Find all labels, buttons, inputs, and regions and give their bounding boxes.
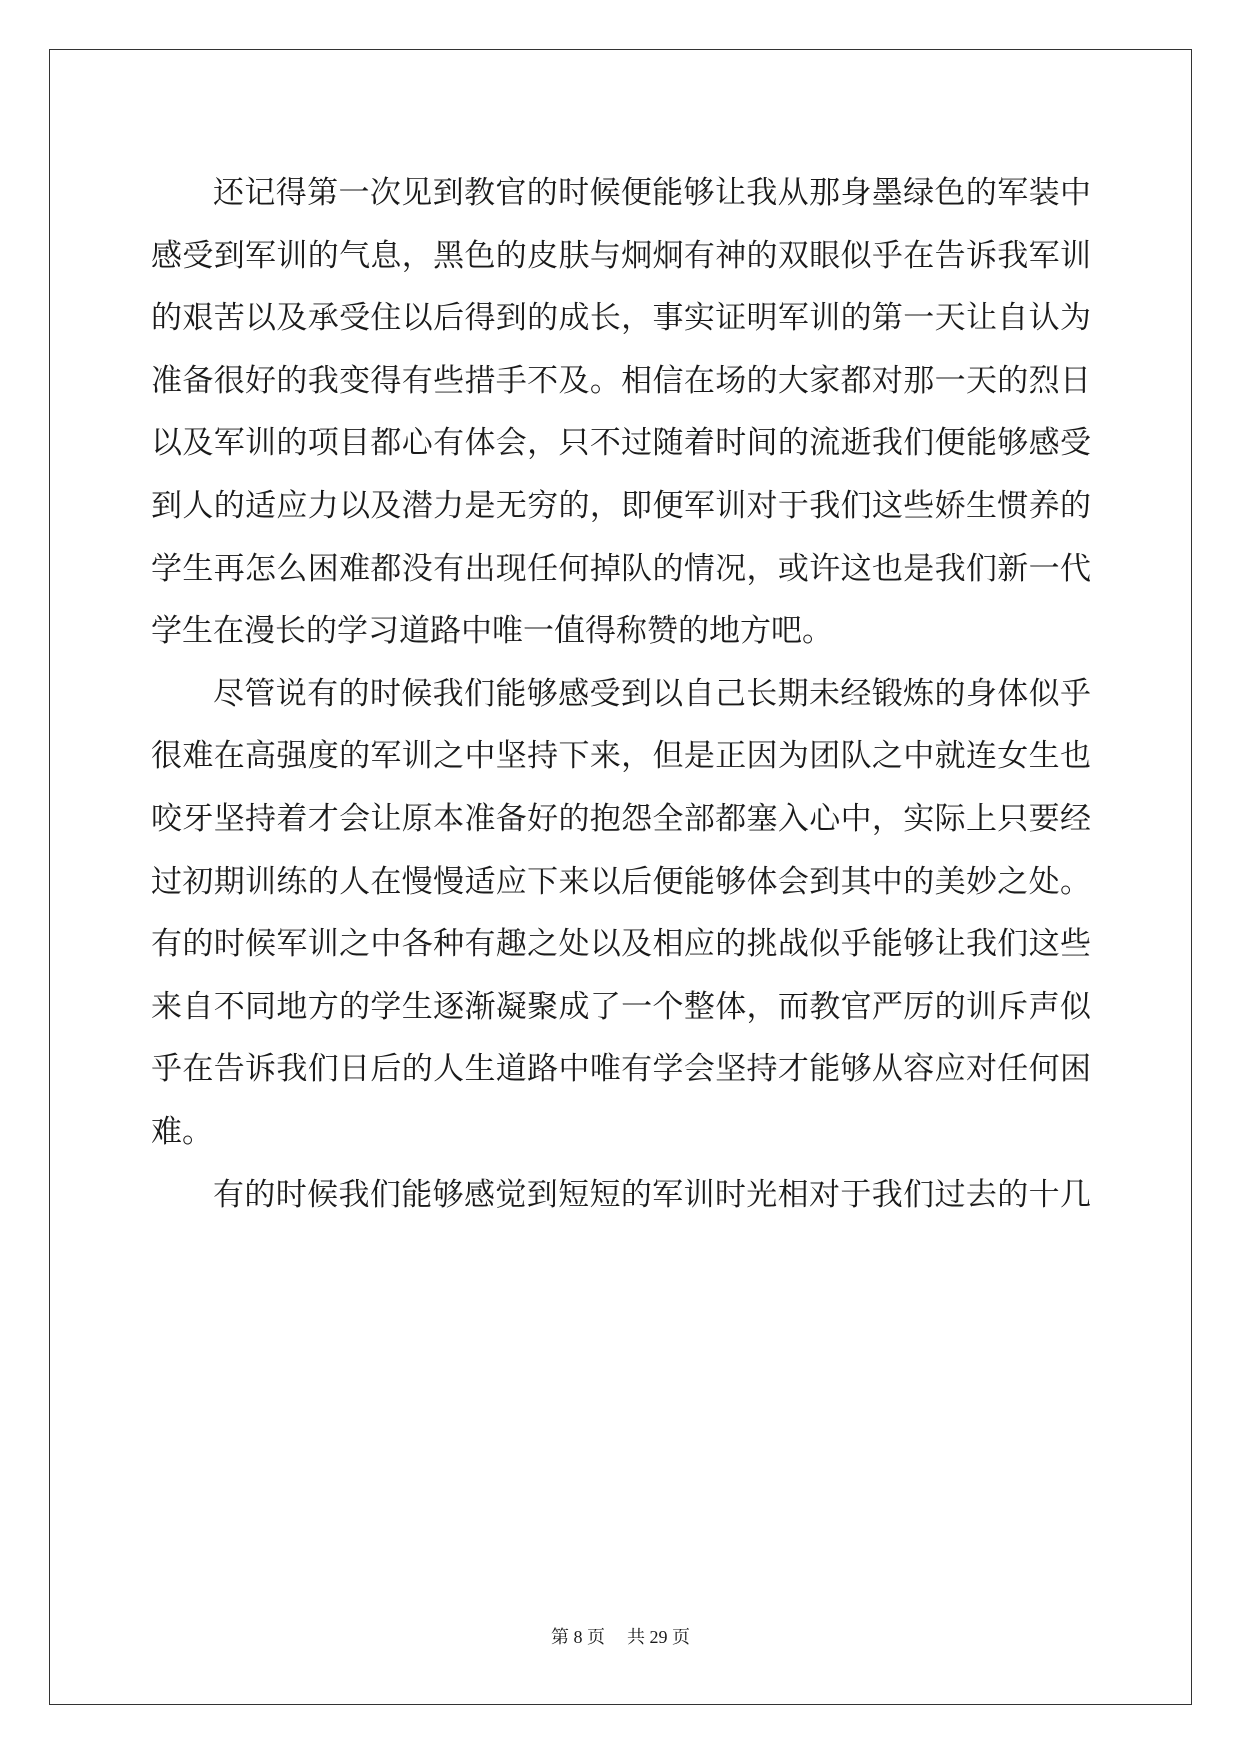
text-line: 学生在漫长的学习道路中唯一值得称赞的地方吧。 xyxy=(151,613,833,650)
text-line: 准备很好的我变得有些措手不及。相信在场的大家都对那一天的烈日 xyxy=(151,362,1091,399)
text-line: 学生再怎么困难都没有出现任何掉队的情况，或许这也是我们新一代 xyxy=(151,550,1091,587)
text-line: 到人的适应力以及潜力是无穷的，即便军训对于我们这些娇生惯养的 xyxy=(151,487,1091,524)
text-line: 很难在高强度的军训之中坚持下来，但是正因为团队之中就连女生也 xyxy=(151,738,1091,775)
page-footer xyxy=(0,1627,1241,1647)
text-line: 感受到军训的气息，黑色的皮肤与炯炯有神的双眼似乎在告诉我军训 xyxy=(151,237,1091,274)
text-line: 来自不同地方的学生逐渐凝聚成了一个整体，而教官严厉的训斥声似 xyxy=(151,988,1091,1025)
text-line: 有的时候军训之中各种有趣之处以及相应的挑战似乎能够让我们这些 xyxy=(151,926,1091,963)
text-line: 乎在告诉我们日后的人生道路中唯有学会坚持才能够从容应对任何困 xyxy=(151,1051,1091,1088)
text-line: 咬牙坚持着才会让原本准备好的抱怨全部都塞入心中，实际上只要经 xyxy=(151,800,1091,837)
page-total: 共 29 页 xyxy=(627,1627,690,1647)
text-line: 的艰苦以及承受住以后得到的成长，事实证明军训的第一天让自认为 xyxy=(151,300,1091,337)
text-line: 过初期训练的人在慢慢适应下来以后便能够体会到其中的美妙之处。 xyxy=(151,863,1091,900)
document-body xyxy=(151,162,1091,1226)
text-line: 还记得第一次见到教官的时候便能够让我从那身墨绿色的军装中 xyxy=(213,175,1091,211)
text-line: 以及军训的项目都心有体会，只不过随着时间的流逝我们便能够感受 xyxy=(151,425,1091,462)
text-line: 难。 xyxy=(151,1113,213,1150)
page-number: 第 8 页 xyxy=(551,1627,605,1647)
text-line: 有的时候我们能够感觉到短短的军训时光相对于我们过去的十几 xyxy=(213,1176,1091,1213)
text-line: 尽管说有的时候我们能够感受到以自己长期未经锻炼的身体似乎 xyxy=(213,675,1091,712)
